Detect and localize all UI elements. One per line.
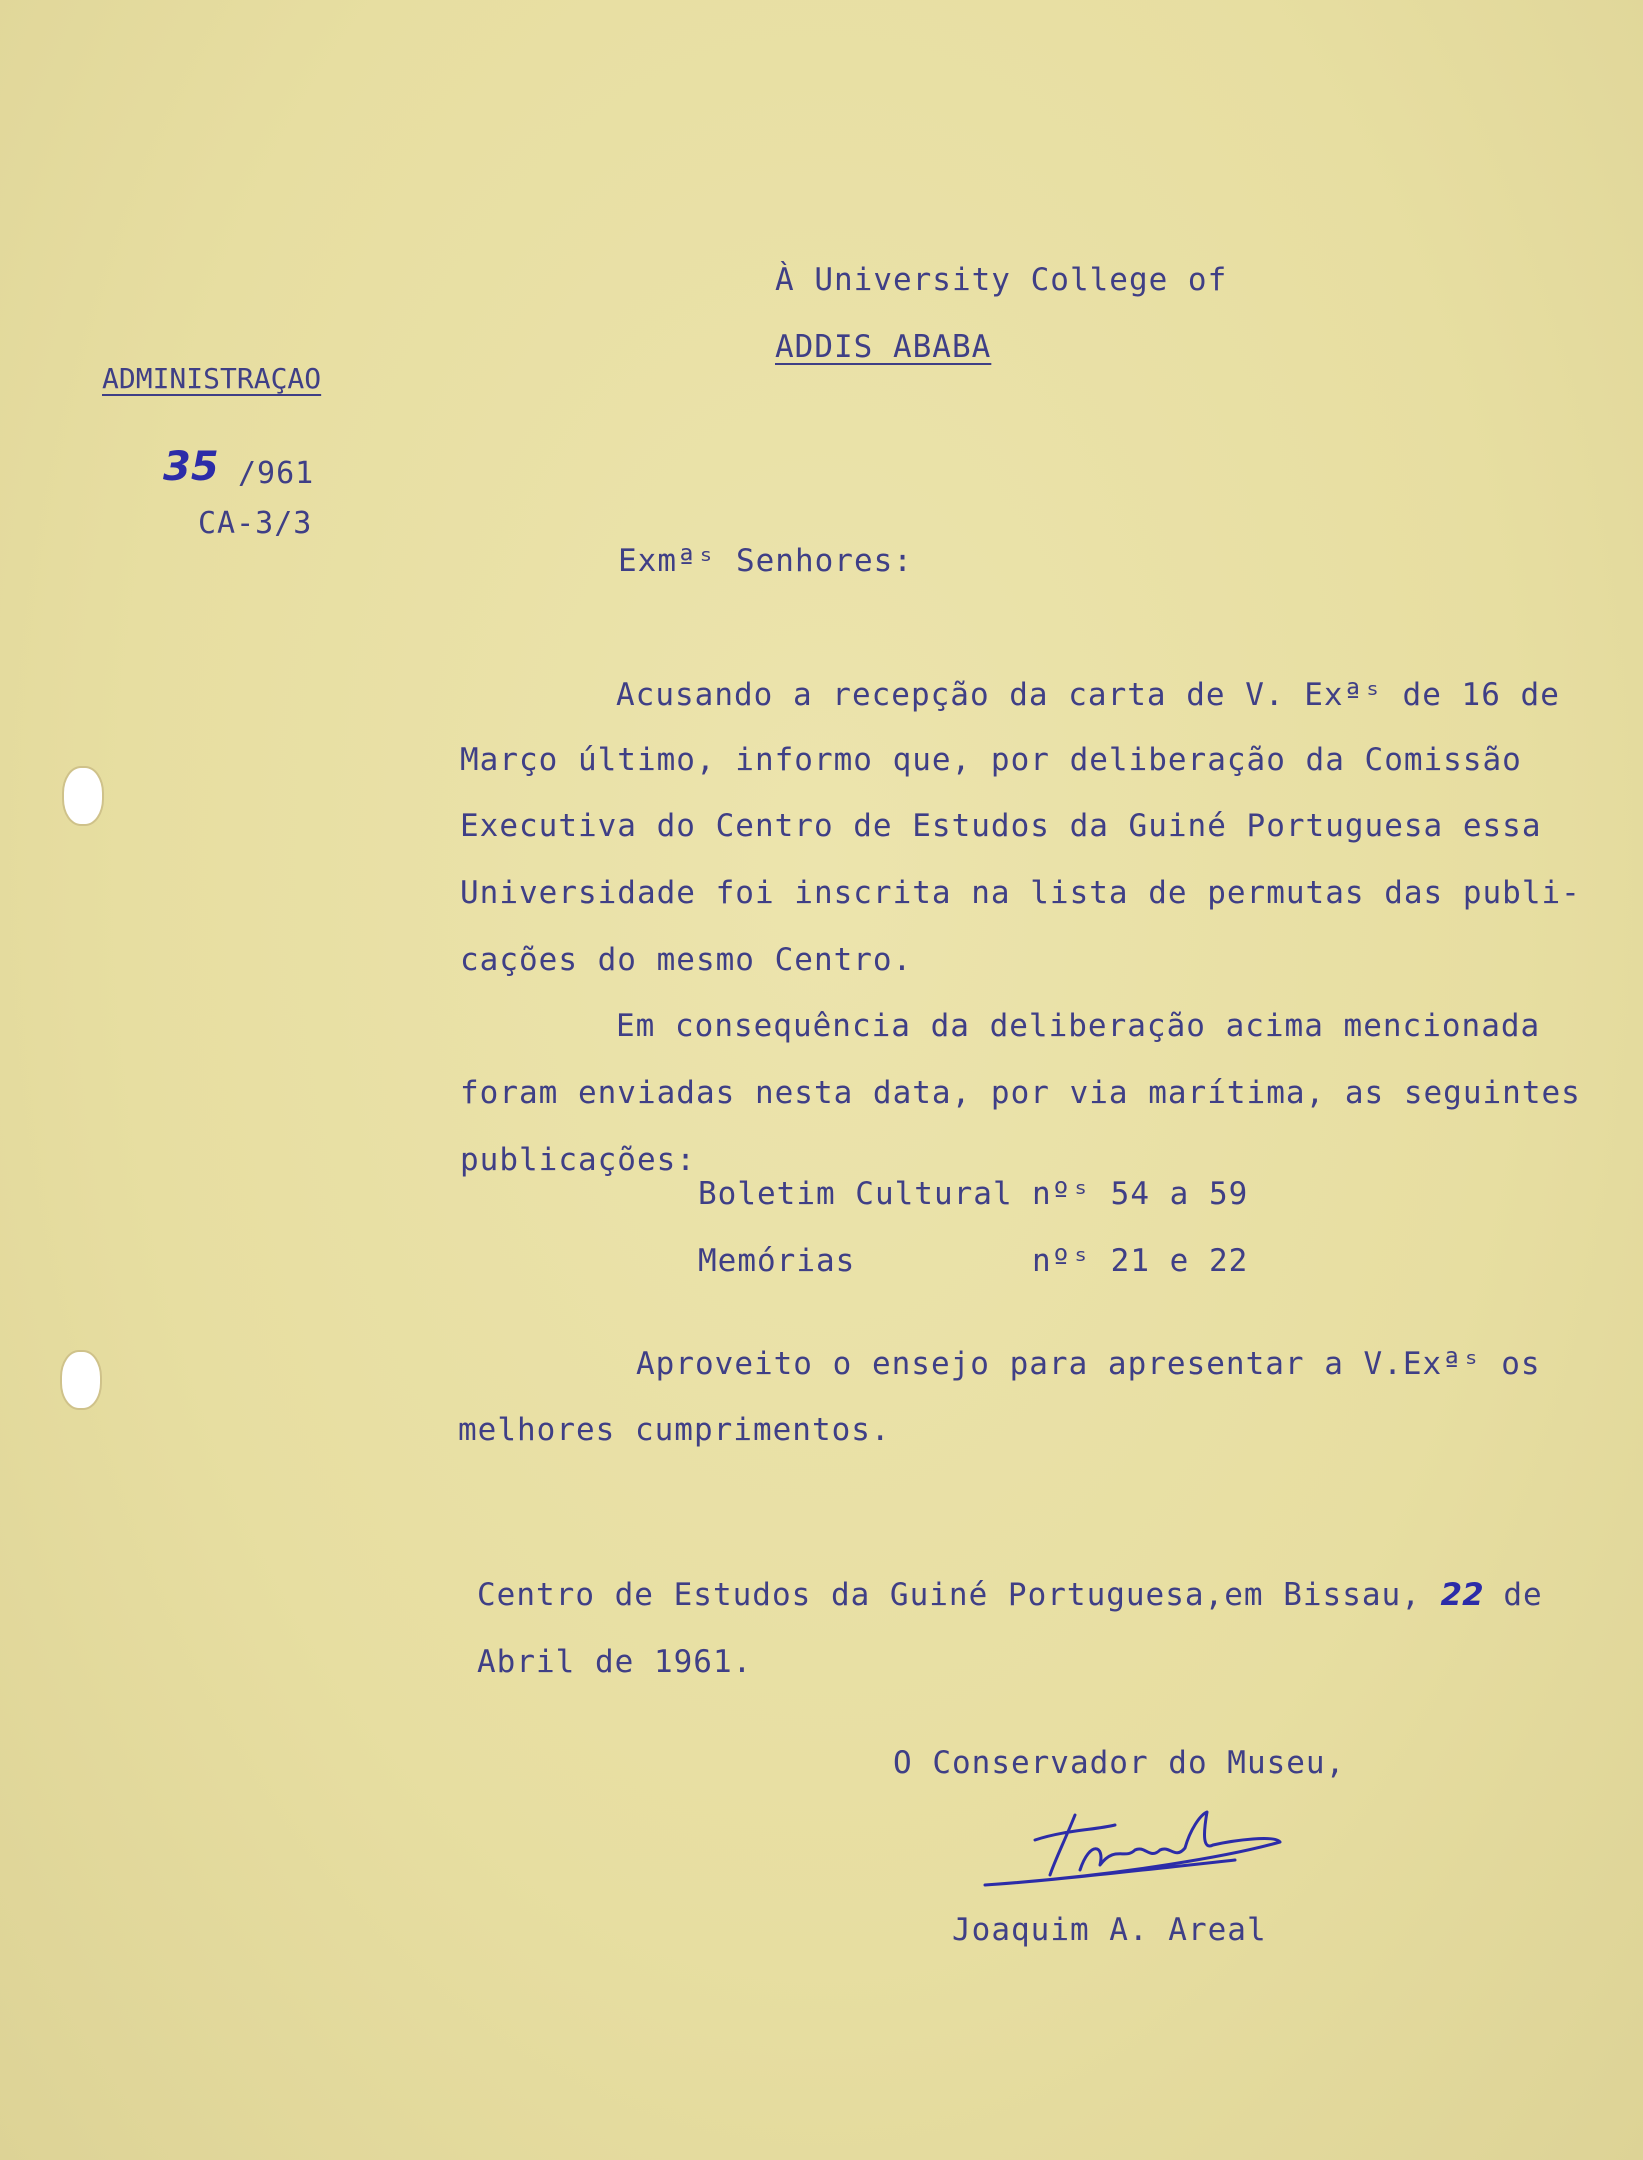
signatory-name: Joaquim A. Areal: [952, 1912, 1267, 1948]
place-date-suffix: de: [1503, 1577, 1543, 1613]
body-p2-line-2: foram enviadas nesta data, por via marítima, as seguintes: [460, 1075, 1581, 1111]
reference-code: CA-3/3: [198, 506, 313, 541]
body-p1-line-3: Executiva do Centro de Estudos da Guiné Portuguesa essa: [460, 808, 1542, 844]
body-p1-line-1: Acusando a recepção da carta de V. Exªˢ de 16 de: [616, 677, 1560, 713]
reference-year: /961: [238, 456, 315, 491]
punch-hole-top: [62, 766, 104, 826]
body-p1-line-2: Março último, informo que, por deliberação da Comissão: [460, 742, 1522, 778]
body-p1-line-5: cações do mesmo Centro.: [460, 942, 913, 978]
recipient-line-2: ADDIS ABABA: [775, 329, 992, 365]
recipient-line-1: À University College of: [775, 262, 1228, 298]
publication-title: Memórias: [698, 1243, 856, 1279]
place-date-prefix: Centro de Estudos da Guiné Portuguesa,em Bissau,: [477, 1577, 1421, 1613]
closing-title: O Conservador do Museu,: [893, 1745, 1346, 1781]
publication-title: Boletim Cultural: [698, 1176, 1013, 1212]
body-p1-line-4: Universidade foi inscrita na lista de permutas das publi-: [460, 875, 1581, 911]
place-date-day: 22: [1440, 1577, 1484, 1613]
reference-department: ADMINISTRAÇAO: [102, 362, 322, 395]
place-date-line-2: Abril de 1961.: [477, 1644, 753, 1680]
body-p2-line-3: publicações:: [460, 1142, 696, 1178]
reference-number: 35: [163, 444, 219, 490]
body-p3-line-1: Aproveito o ensejo para apresentar a V.Exªˢ os: [636, 1346, 1541, 1382]
body-p3-line-2: melhores cumprimentos.: [458, 1412, 891, 1448]
place-date-line-1: [477, 1577, 1543, 1613]
publication-numbers: nºˢ 21 e 22: [1032, 1243, 1249, 1279]
salutation: Exmªˢ Senhores:: [618, 543, 913, 579]
punch-hole-bottom: [60, 1350, 102, 1410]
signature: [975, 1800, 1305, 1910]
body-p2-line-1: Em consequência da deliberação acima mencionada: [616, 1008, 1541, 1044]
publication-numbers: nºˢ 54 a 59: [1032, 1176, 1249, 1212]
